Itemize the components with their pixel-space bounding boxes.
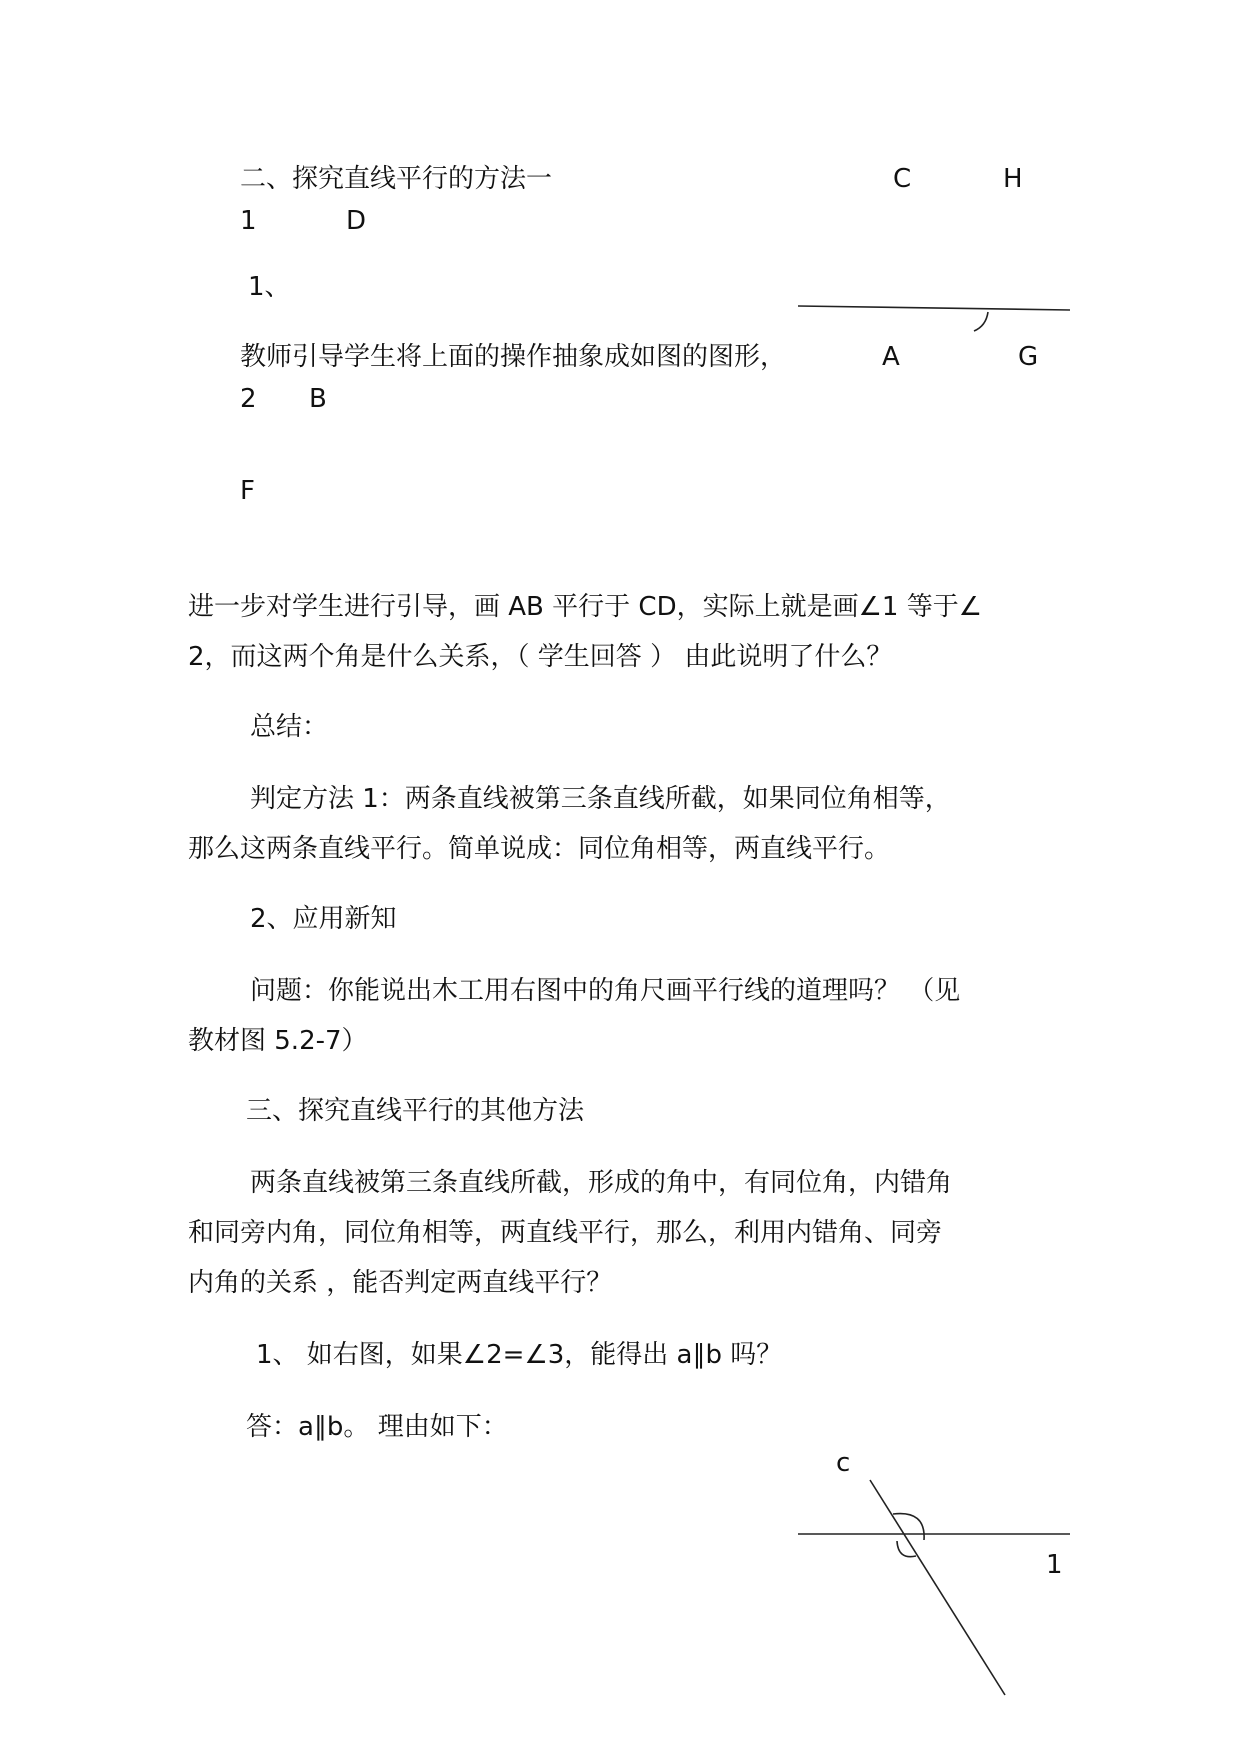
item-3-question: 1、 如右图，如果∠2=∠3，能得出 a∥b 吗？ bbox=[256, 1340, 783, 1370]
para-line-2: 和同旁内角，同位角相等，两直线平行，那么，利用内错角、同旁 bbox=[188, 1218, 943, 1248]
guide-line-1: 进一步对学生进行引导，画 AB 平行于 CD，实际上就是画∠1 等于∠ bbox=[188, 592, 983, 622]
para-line-1: 两条直线被第三条直线所截，形成的角中，有同位角，内错角 bbox=[250, 1168, 953, 1198]
item-1: 1、 bbox=[248, 272, 291, 302]
label-fig2-1: 1 bbox=[1046, 1550, 1063, 1580]
label-c: c bbox=[836, 1448, 851, 1478]
para-line-3: 内角的关系 ，能否判定两直线平行？ bbox=[188, 1268, 613, 1298]
summary-label: 总结： bbox=[250, 712, 329, 742]
label-D: D bbox=[346, 206, 367, 236]
label-1: 1 bbox=[240, 206, 257, 236]
rule-1-line-1: 判定方法 1：两条直线被第三条直线所截，如果同位角相等， bbox=[250, 784, 951, 814]
label-F: F bbox=[240, 476, 255, 506]
label-H: H bbox=[1003, 164, 1023, 194]
apply-heading: 2、应用新知 bbox=[250, 904, 397, 934]
label-B: B bbox=[309, 384, 327, 414]
label-C: C bbox=[893, 164, 912, 194]
answer-line: 答：a∥b。 理由如下： bbox=[246, 1412, 508, 1442]
transversal-c bbox=[870, 1480, 1005, 1695]
guide-line-2: 2，而这两个角是什么关系，（ 学生回答 ） 由此说明了什么？ bbox=[188, 642, 893, 672]
label-G: G bbox=[1018, 342, 1039, 372]
rule-1-line-2: 那么这两条直线平行。简单说成：同位角相等，两直线平行。 bbox=[188, 834, 891, 864]
question-line-1: 问题：你能说出木工用右图中的角尺画平行线的道理吗？ （见 bbox=[250, 976, 961, 1006]
label-2: 2 bbox=[240, 384, 257, 414]
section-2-heading: 二、探究直线平行的方法一 bbox=[240, 164, 553, 194]
section-3-heading: 三、探究直线平行的其他方法 bbox=[246, 1096, 585, 1126]
question-line-2: 教材图 5.2-7） bbox=[188, 1026, 368, 1056]
teacher-text: 教师引导学生将上面的操作抽象成如图的图形， bbox=[240, 342, 787, 372]
angle-arc-upper bbox=[893, 1514, 924, 1540]
label-A: A bbox=[882, 342, 900, 372]
